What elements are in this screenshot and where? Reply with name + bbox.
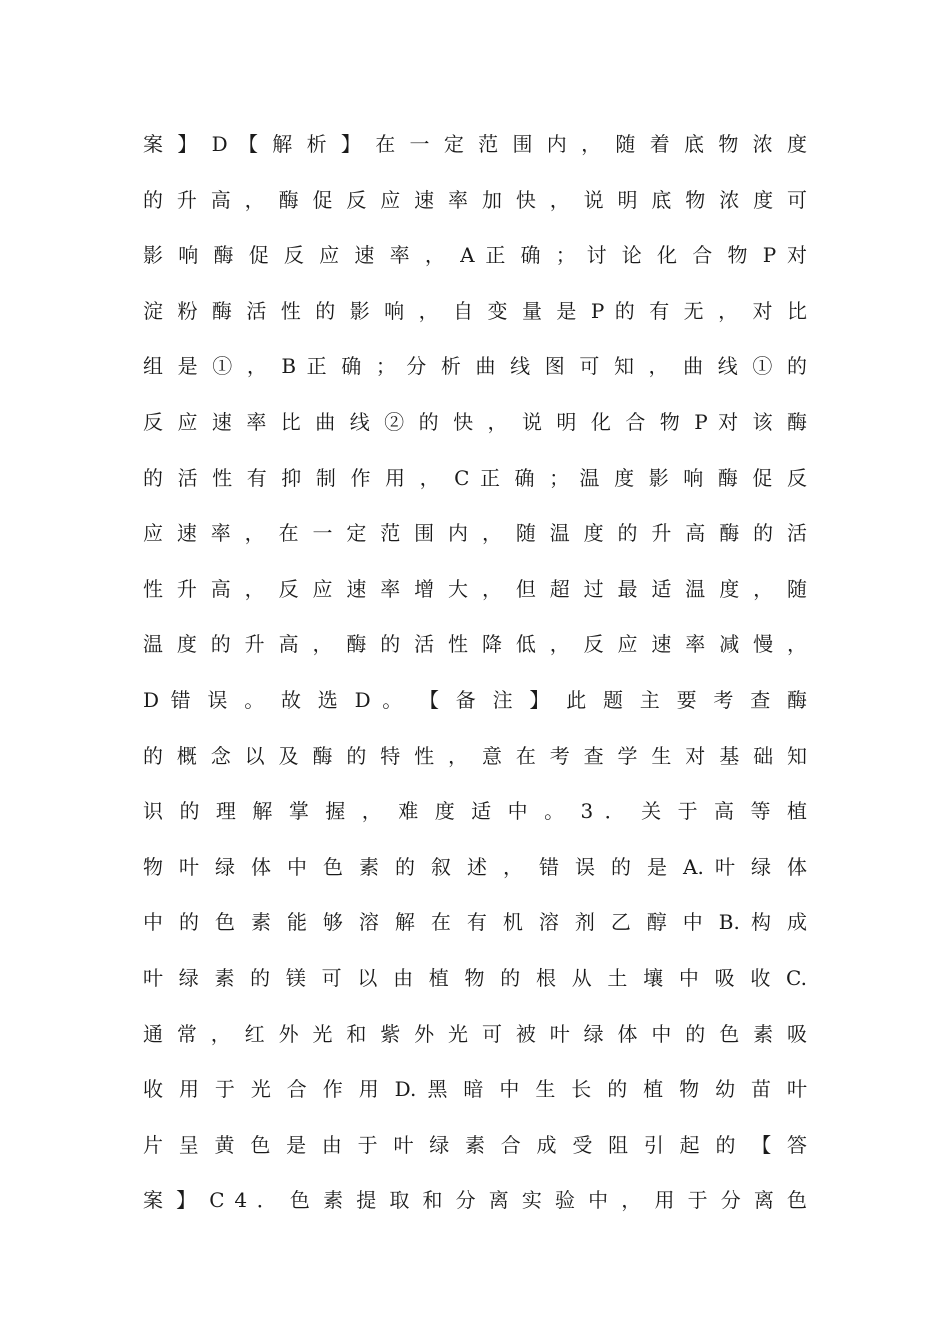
text-line: 组 是 ① ， B 正 确 ； 分 析 曲 线 图 可 知 ， 曲 线 ① 的 [143,354,807,379]
text-line: 物 叶 绿 体 中 色 素 的 叙 述 ， 错 误 的 是 A. 叶 绿 体 [143,854,807,879]
text-line: 的 概 念 以 及 酶 的 特 性 ， 意 在 考 查 学 生 对 基 础 知 [143,743,807,768]
text-line: 温 度 的 升 高 ， 酶 的 活 性 降 低 ， 反 应 速 率 减 慢 ， [143,632,807,657]
text-line: 的 活 性 有 抑 制 作 用 ， C 正 确 ； 温 度 影 响 酶 促 反 [143,465,807,490]
text-line: 性 升 高 ， 反 应 速 率 增 大 ， 但 超 过 最 适 温 度 ， 随 [143,576,807,601]
text-line: 影 响 酶 促 反 应 速 率 ， A 正 确 ； 讨 论 化 合 物 P 对 [143,243,807,268]
text-line: 识 的 理 解 掌 握 ， 难 度 适 中 。 3 ． 关 于 高 等 植 [143,799,807,824]
text-line: 应 速 率 ， 在 一 定 范 围 内 ， 随 温 度 的 升 高 酶 的 活 [143,521,807,546]
text-line: 收 用 于 光 合 作 用 D. 黑 暗 中 生 长 的 植 物 幼 苗 叶 [143,1077,807,1102]
text-line: D 错 误 。 故 选 D 。 【 备 注 】 此 题 主 要 考 查 酶 [143,687,807,712]
text-line: 片 呈 黄 色 是 由 于 叶 绿 素 合 成 受 阻 引 起 的 【 答 [143,1132,807,1157]
text-line: 的 升 高 ， 酶 促 反 应 速 率 加 快 ， 说 明 底 物 浓 度 可 [143,187,807,212]
text-line: 反 应 速 率 比 曲 线 ② 的 快 ， 说 明 化 合 物 P 对 该 酶 [143,409,807,434]
document-body [143,117,807,1229]
text-line: 通 常 ， 红 外 光 和 紫 外 光 可 被 叶 绿 体 中 的 色 素 吸 [143,1021,807,1046]
text-line: 中 的 色 素 能 够 溶 解 在 有 机 溶 剂 乙 醇 中 B. 构 成 [143,910,807,935]
text-line: 案 】 D 【 解 析 】 在 一 定 范 围 内 ， 随 着 底 物 浓 度 [143,132,807,156]
text-line: 叶 绿 素 的 镁 可 以 由 植 物 的 根 从 土 壤 中 吸 收 C. [143,965,807,990]
text-line: 案 】 C 4 ． 色 素 提 取 和 分 离 实 验 中 ， 用 于 分 离 色 [143,1188,807,1213]
text-line: 淀 粉 酶 活 性 的 影 响 ， 自 变 量 是 P 的 有 无 ， 对 比 [143,298,807,323]
